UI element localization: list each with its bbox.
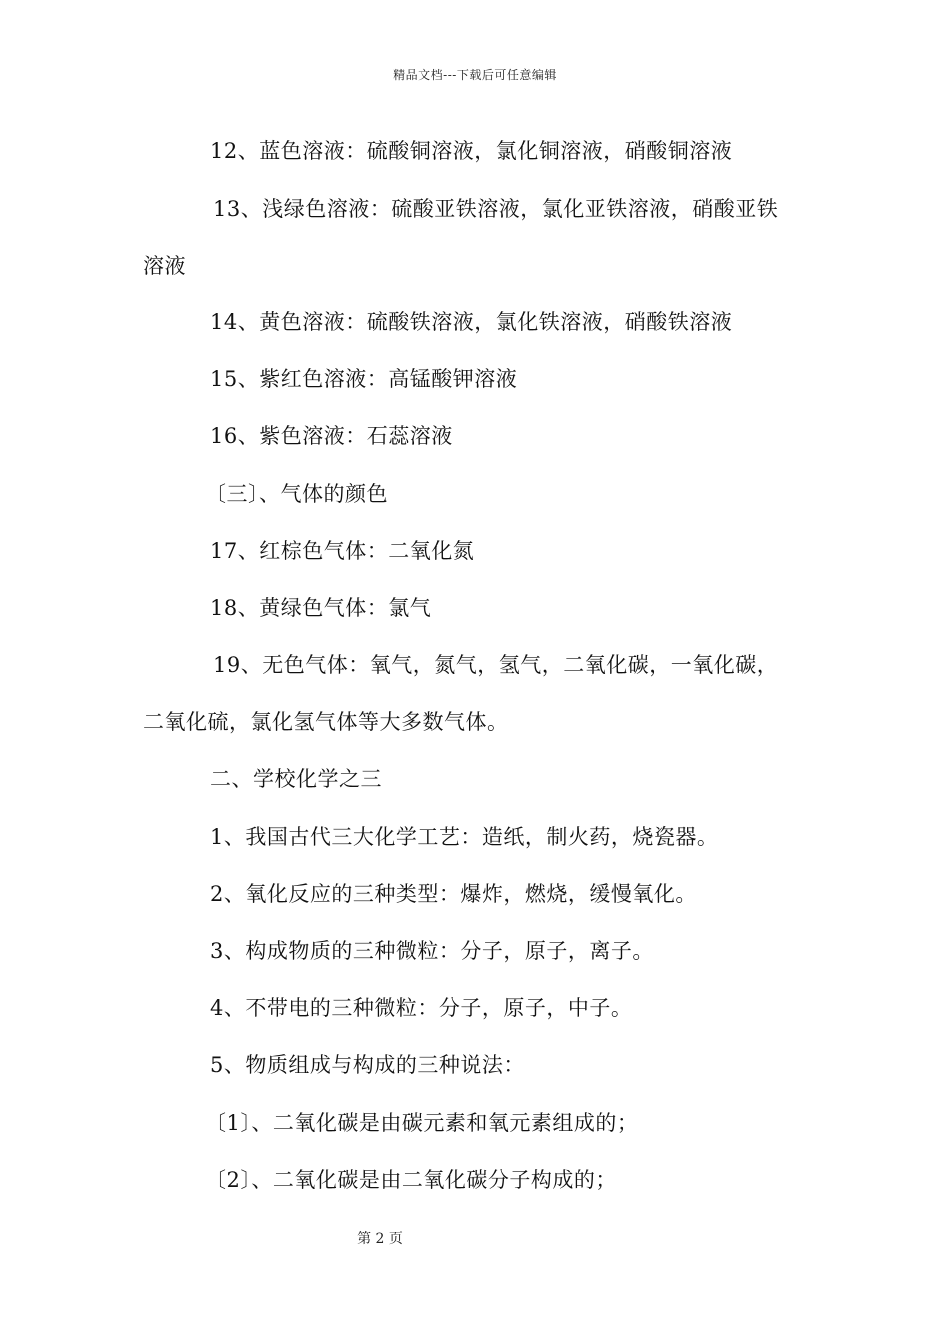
text-line-17: 17、红棕色气体：二氧化氮 <box>210 539 475 563</box>
text-line-19-continued: 二氧化硫，氯化氢气体等大多数气体。 <box>143 710 509 734</box>
text-line-item-5: 5、物质组成与构成的三种说法： <box>210 1053 525 1077</box>
text-line-13-continued: 溶液 <box>143 254 186 278</box>
text-line-item-3: 3、构成物质的三种微粒：分子，原子，离子。 <box>210 939 654 963</box>
text-line-16: 16、紫色溶液：石蕊溶液 <box>210 424 453 448</box>
text-line-sub-1: 〔1〕、二氧化碳是由碳元素和氧元素组成的； <box>205 1111 639 1135</box>
section-heading-chemistry-three: 二、学校化学之三 <box>210 767 382 791</box>
text-line-item-1: 1、我国古代三大化学工艺：造纸，制火药，烧瓷器。 <box>210 825 719 849</box>
page-number: 第 2 页 <box>357 1231 403 1247</box>
text-line-13: 13、浅绿色溶液：硫酸亚铁溶液，氯化亚铁溶液，硝酸亚铁 <box>213 197 779 221</box>
section-heading-gas-colors: 〔三〕、气体的颜色 <box>205 482 388 506</box>
text-line-14: 14、黄色溶液：硫酸铁溶液，氯化铁溶液，硝酸铁溶液 <box>210 310 733 334</box>
text-line-item-4: 4、不带电的三种微粒：分子，原子，中子。 <box>210 996 633 1020</box>
text-line-sub-2: 〔2〕、二氧化碳是由二氧化碳分子构成的； <box>205 1168 617 1192</box>
text-line-19: 19、无色气体：氧气，氮气，氢气，二氧化碳，一氧化碳， <box>213 653 779 677</box>
page-header: 精品文档---下载后可任意编辑 <box>393 68 557 82</box>
text-line-18: 18、黄绿色气体：氯气 <box>210 596 432 620</box>
text-line-item-2: 2、氧化反应的三种类型：爆炸，燃烧，缓慢氧化。 <box>210 882 697 906</box>
text-line-15: 15、紫红色溶液：高锰酸钾溶液 <box>210 367 518 391</box>
text-line-12: 12、蓝色溶液：硫酸铜溶液，氯化铜溶液，硝酸铜溶液 <box>210 139 733 163</box>
